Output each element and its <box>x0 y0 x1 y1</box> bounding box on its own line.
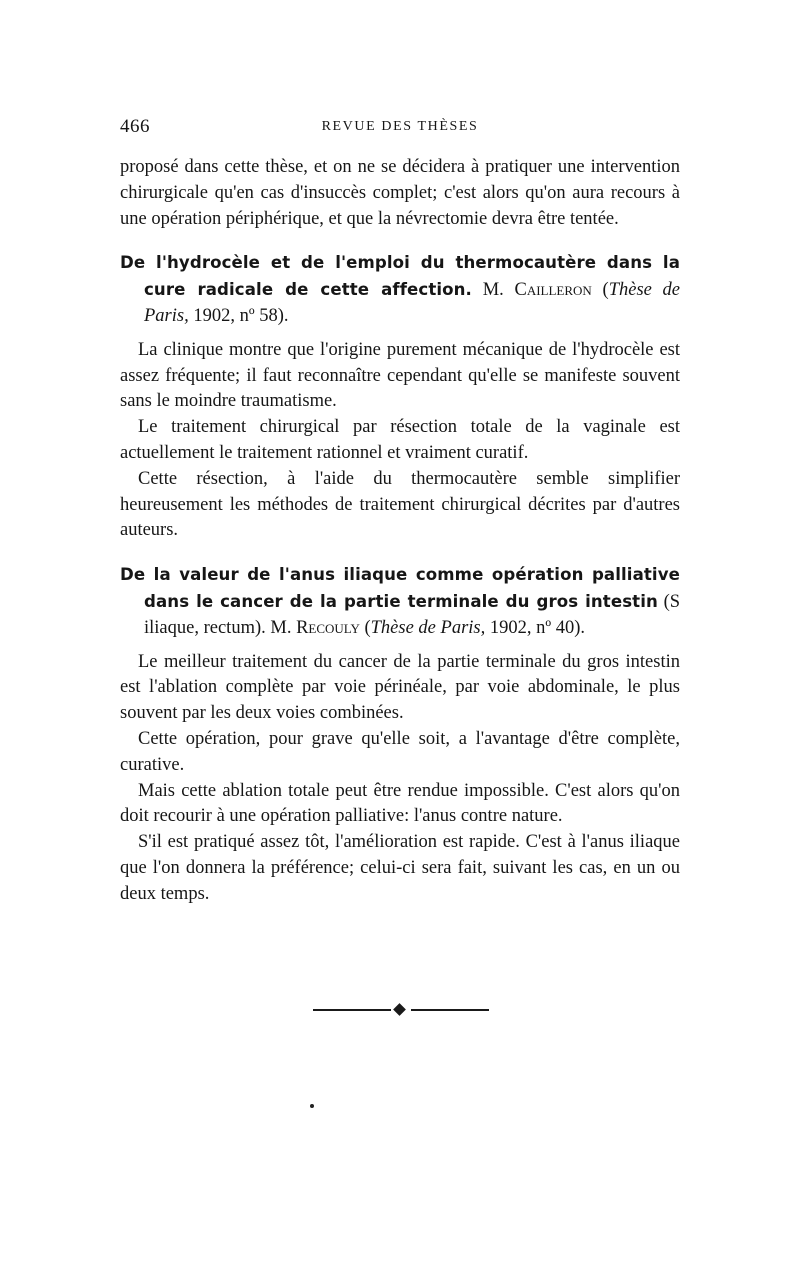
page-header <box>120 116 680 140</box>
thesis-source: Thèse de Paris, <box>144 280 681 326</box>
section-title-hydrocele <box>120 250 680 329</box>
thesis-source: Thèse de Paris, <box>370 617 486 638</box>
author-name: Recouly <box>296 617 360 638</box>
paragraph: Le traitement chirurgical par résection totale de la vaginale est actuellement le traitement rationnel et vraiment curatif. <box>120 417 680 463</box>
section-end-ornament <box>313 1004 489 1016</box>
author-prefix: M. <box>270 617 292 638</box>
ink-speck <box>310 1104 314 1108</box>
section-heading: De l'hydrocèle et de l'emploi du thermocautère dans la cure radicale de cette affection. <box>120 253 680 300</box>
paragraph: La clinique montre que l'origine purement mécanique de l'hydrocèle est assez fréquente; il faut reconnaître cependant qu'elle se manifeste souvent sans le moindre traumatisme. <box>120 339 680 412</box>
thesis-details: 1902, nº 40). <box>489 617 586 638</box>
author-prefix: M. <box>482 280 504 301</box>
running-title: REVUE DES THÈSES <box>321 119 479 134</box>
paragraph: S'il est pratiqué assez tôt, l'amélioration est rapide. C'est à l'anus iliaque que l'on donnera la préférence; celui-ci sera fait, suivant les cas, en un ou deux temps. <box>120 832 680 904</box>
section-heading: De la valeur de l'anus iliaque comme opération palliative dans le cancer de la partie terminale du gros intestin <box>120 565 680 611</box>
section-title-anus-iliaque <box>120 562 680 641</box>
author-reference: (S iliaque, rectum). M. Recouly (Thèse de Paris, 1902, nº 40). <box>144 591 681 638</box>
paragraph: Mais cette ablation totale peut être rendue impossible. C'est alors qu'on doit recourir à une opération palliative: l'anus contre nature. <box>120 780 680 827</box>
paragraph: Le meilleur traitement du cancer de la partie terminale du gros intestin est l'ablation complète par voie périnéale, par voie abdominale, le plus souvent par les deux voies combinées. <box>120 651 680 724</box>
paragraph: Cette résection, à l'aide du thermocautère semble simplifier heureusement les méthodes de traitement chirurgical décrites par d'autres auteurs. <box>120 468 680 541</box>
ornament-rule-right <box>411 1009 489 1011</box>
thesis-details: 1902, nº 58). <box>193 305 289 326</box>
author-name: Cailleron <box>514 280 592 301</box>
page-body <box>120 155 680 908</box>
ornament-rule-left <box>313 1009 391 1011</box>
section-subtitle: (S iliaque, rectum). <box>144 591 681 638</box>
diamond-icon <box>393 1003 406 1016</box>
author-reference: M. Cailleron (Thèse de Paris, 1902, nº 58). <box>144 280 681 326</box>
page-number: 466 <box>120 116 150 137</box>
paragraph: Cette opération, pour grave qu'elle soit, a l'avantage d'être complète, curative. <box>120 728 680 775</box>
intro-paragraph: proposé dans cette thèse, et on ne se décidera à pratiquer une intervention chirurgicale qu'en cas d'insuccès complet; c'est alors qu'on aura recours à une opération périphérique, et que la névrectomie devra être tentée. <box>120 157 680 229</box>
